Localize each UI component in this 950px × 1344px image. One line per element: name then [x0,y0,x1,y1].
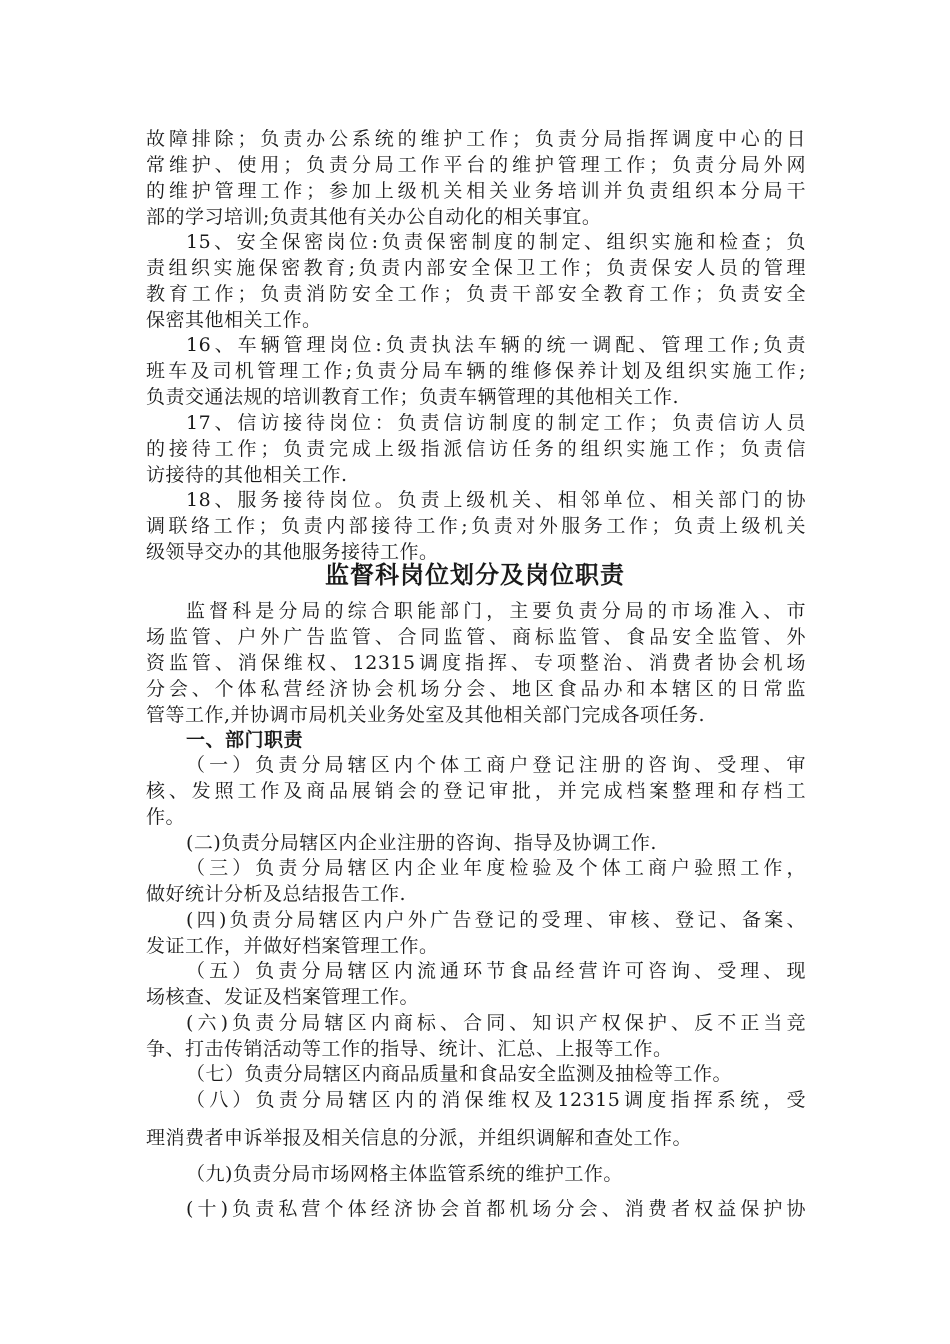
text-line: 保密其他相关工作。 [146,309,322,331]
text-line: 的接待工作；负责完成上级指派信访任务的组织实施工作；负责信 [146,438,806,460]
text-line: (二)负责分局辖区内企业注册的咨询、指导及协调工作. [186,832,657,854]
text-line: 作。 [146,806,186,828]
text-line: 班车及司机管理工作;负责分局车辆的维修保养计划及组织实施工作; [146,360,806,382]
text-line: 监督科是分局的综合职能部门，主要负责分局的市场准入、市 [186,600,806,622]
text-line: 18、服务接待岗位。负责上级机关、相邻单位、相关部门的协 [186,489,806,511]
text-line: 调联络工作；负责内部接待工作;负责对外服务工作；负责上级机关 [146,515,806,537]
subsection-heading: 一、部门职责 [186,729,304,751]
text-line: （七）负责分局辖区内商品质量和食品安全监测及抽检等工作。 [186,1063,733,1085]
text-line: 教育工作；负责消防安全工作；负责干部安全教育工作；负责安全 [146,283,806,305]
text-line: 发证工作，并做好档案管理工作。 [146,935,439,957]
text-line: 故障排除；负责办公系统的维护工作；负责分局指挥调度中心的日 [146,128,806,150]
text-line: 资监管、消保维权、12315调度指挥、专项整治、消费者协会机场 [146,652,806,674]
text-line: （八）负责分局辖区内的消保维权及12315调度指挥系统，受 [186,1089,806,1111]
text-line: 责组织实施保密教育;负责内部安全保卫工作；负责保安人员的管理 [146,257,806,279]
text-line: 管等工作,并协调市局机关业务处室及其他相关部门完成各项任务. [146,704,706,726]
text-line: 15、安全保密岗位:负责保密制度的制定、组织实施和检查；负 [186,231,806,253]
text-line: (六)负责分局辖区内商标、合同、知识产权保护、反不正当竞 [186,1012,806,1034]
text-line: (四)负责分局辖区内户外广告登记的受理、审核、登记、备案、 [186,909,806,931]
text-line: 理消费者申诉举报及相关信息的分派，并组织调解和查处工作。 [146,1127,693,1149]
text-line: (十)负责私营个体经济协会首都机场分会、消费者权益保护协 [186,1198,806,1220]
text-line: 负责交通法规的培训教育工作；负责车辆管理的其他相关工作. [146,386,680,408]
text-line: 场监管、户外广告监管、合同监管、商标监管、食品安全监管、外 [146,626,806,648]
text-line: 分会、个体私营经济协会机场分会、地区食品办和本辖区的日常监 [146,678,806,700]
text-line: （五）负责分局辖区内流通环节食品经营许可咨询、受理、现 [186,960,806,982]
text-line: 级领导交办的其他服务接待工作。 [146,541,439,563]
text-line: 17、信访接待岗位：负责信访制度的制定工作；负责信访人员 [186,412,806,434]
text-line: 核、发照工作及商品展销会的登记审批，并完成档案整理和存档工 [146,780,806,802]
text-line: 争、打击传销活动等工作的指导、统计、汇总、上报等工作。 [146,1038,673,1060]
text-line: 常维护、使用；负责分局工作平台的维护管理工作；负责分局外网 [146,154,806,176]
text-line: 访接待的其他相关工作. [146,464,348,486]
section-title: 监督科岗位划分及岗位职责 [325,561,625,589]
text-line: 的维护管理工作；参加上级机关相关业务培训并负责组织本分局干 [146,180,806,202]
text-line: 做好统计分析及总结报告工作. [146,883,407,905]
text-line: （一）负责分局辖区内个体工商户登记注册的咨询、受理、审 [186,754,806,776]
text-line: 部的学习培训;负责其他有关办公自动化的相关事宜。 [146,206,602,228]
text-line: （三）负责分局辖区内企业年度检验及个体工商户验照工作， [186,857,806,879]
text-line: （九)负责分局市场网格主体监管系统的维护工作。 [186,1163,623,1185]
text-line: 16、车辆管理岗位:负责执法车辆的统一调配、管理工作;负责 [186,334,806,356]
text-line: 场核查、发证及档案管理工作。 [146,986,420,1008]
